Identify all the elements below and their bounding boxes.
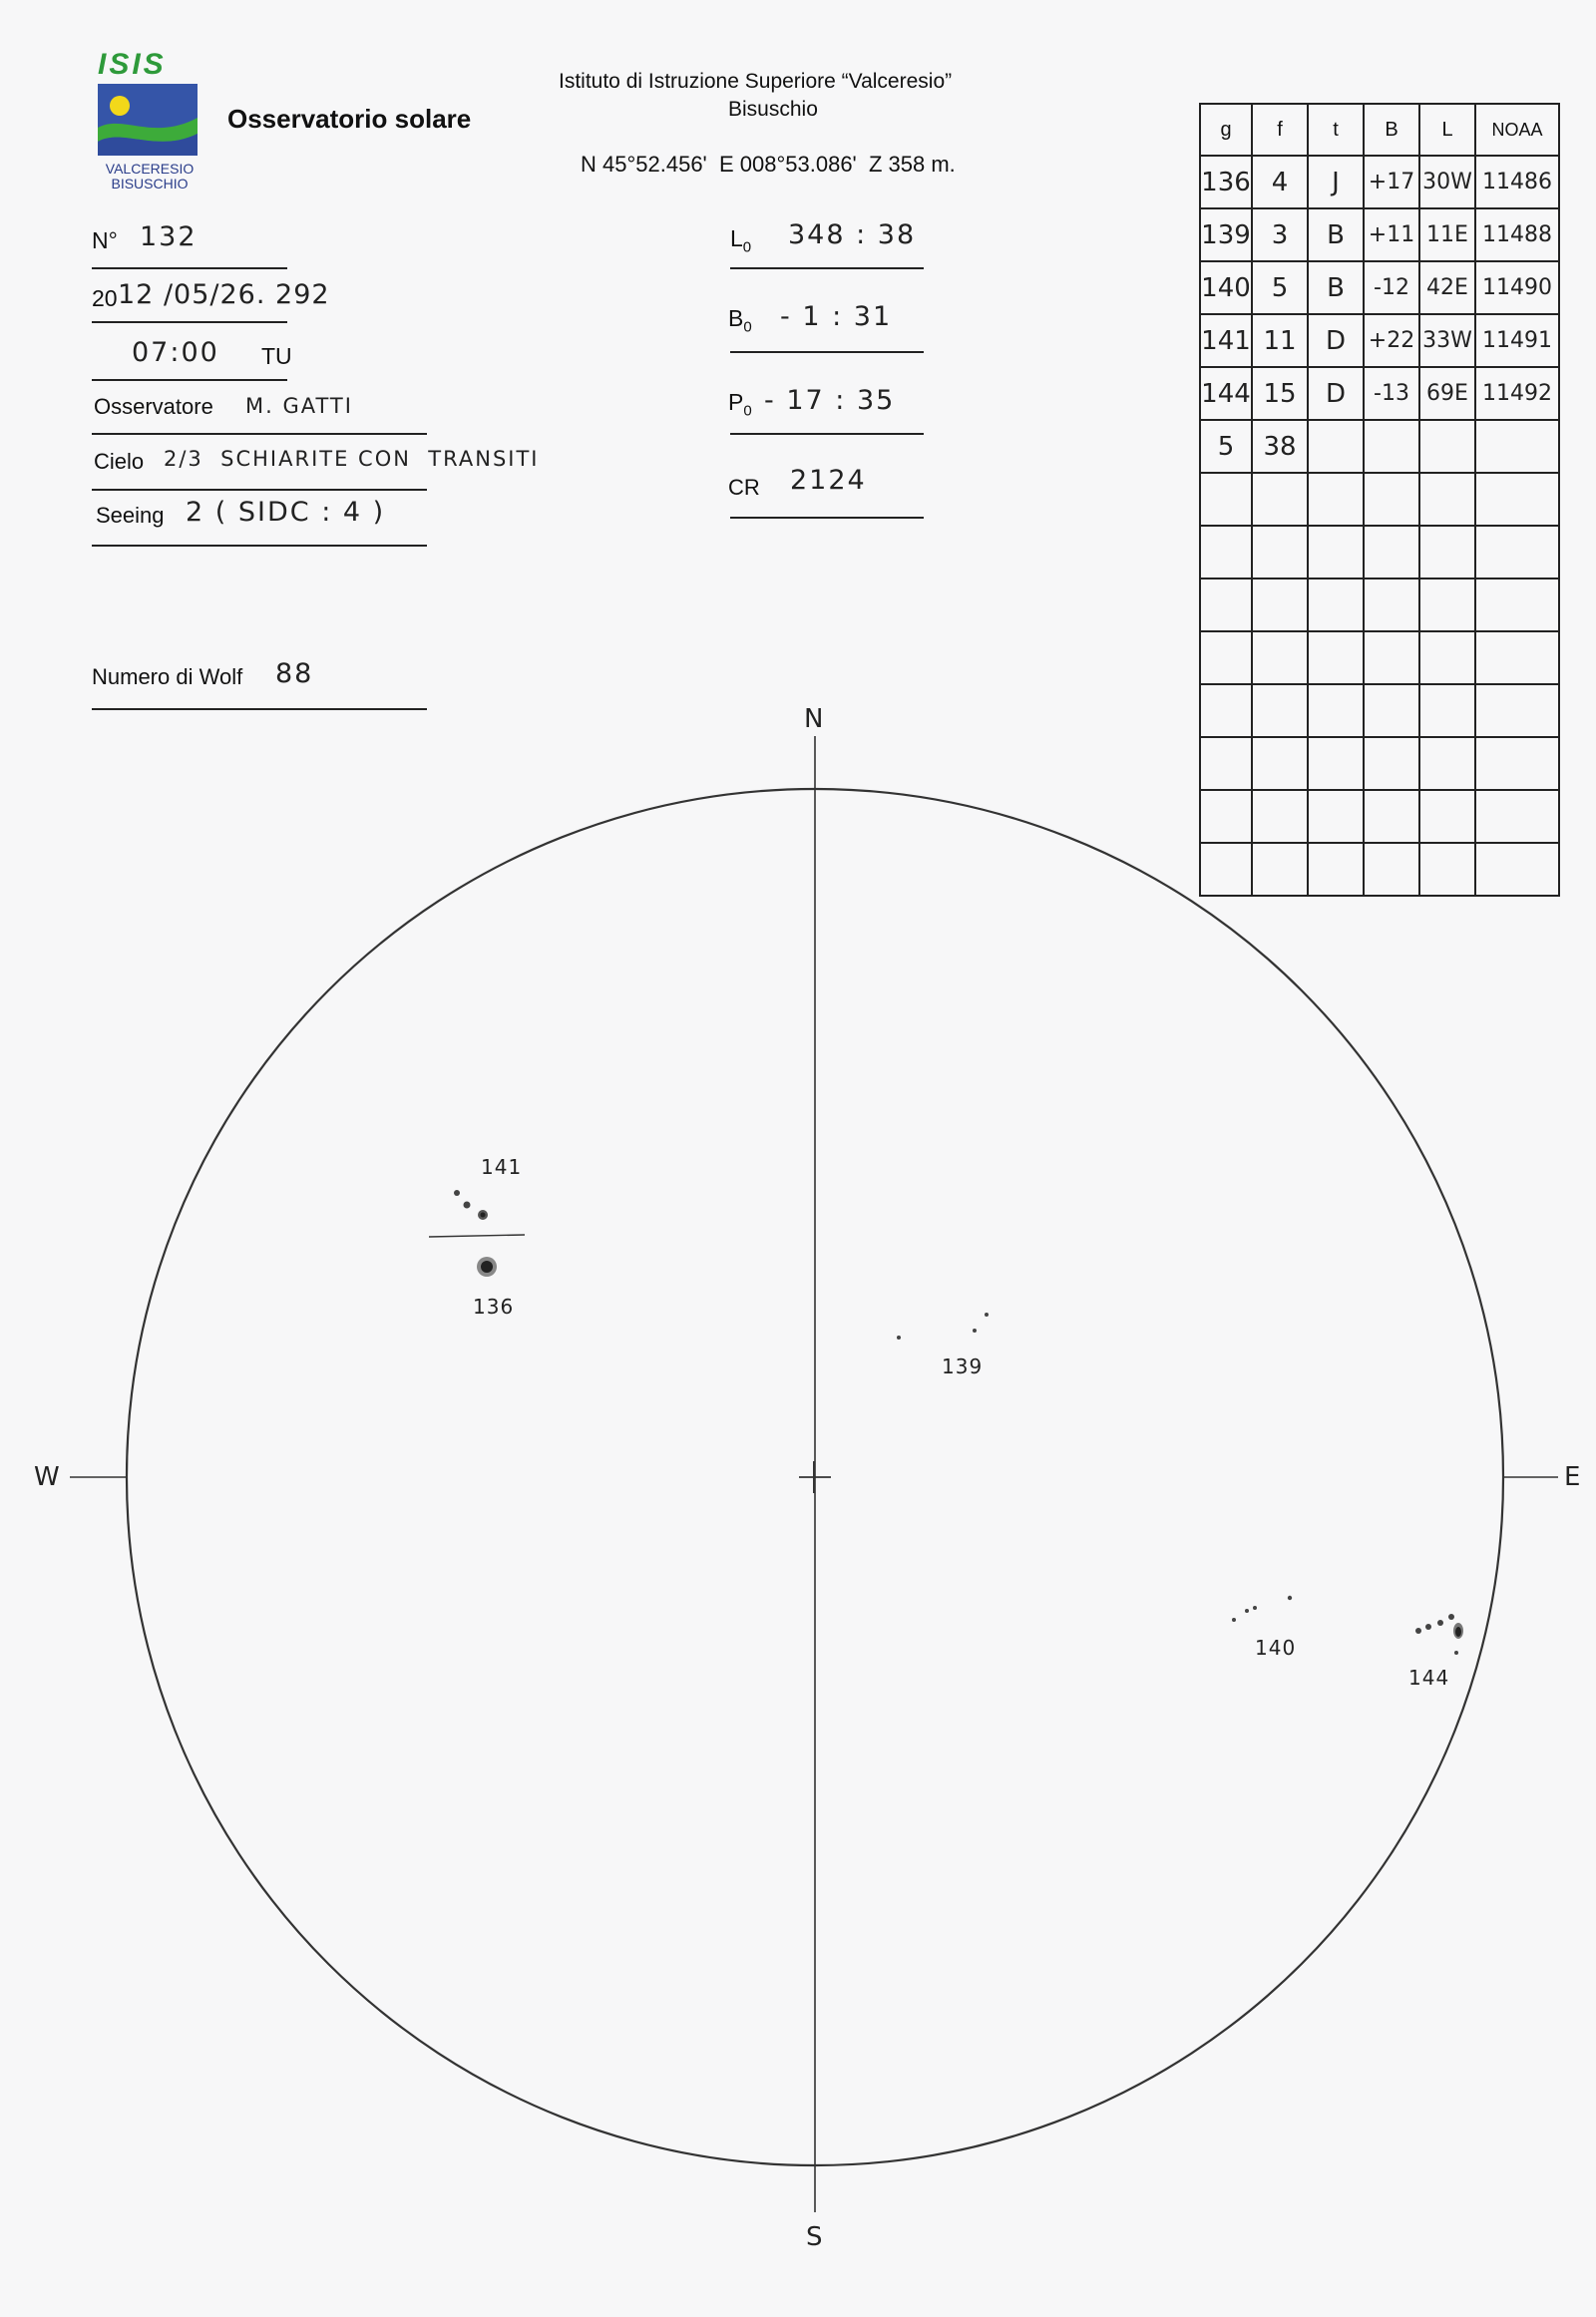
center-cross-v [813,1461,815,1493]
header-cell-b: B [1364,104,1419,156]
table-cell: +22 [1364,314,1419,367]
observer-value: M. GATTI [245,394,353,418]
p0-label: $P_0$ [728,389,752,420]
table-cell: 11491 [1475,314,1559,367]
table-cell: 11 [1252,314,1308,367]
sky-value: 2/3 SCHIARITE CON TRANSITI [164,447,540,471]
cr-value: 2124 [790,465,867,496]
table-cell: 136 [1200,156,1252,208]
table-cell: 144 [1200,367,1252,420]
date-value: 12 /05/26. 292 [118,279,330,310]
table-cell: 11490 [1475,261,1559,314]
group-label-141: 141 [481,1155,523,1179]
table-cell: -12 [1364,261,1419,314]
group-label-140: 140 [1255,1636,1297,1660]
table-cell: D [1308,367,1364,420]
b0-label: $B_0$ [728,305,752,336]
observer-label: Osservatore [94,394,213,419]
table-cell: 11492 [1475,367,1559,420]
table-cell: 139 [1200,208,1252,261]
group-label-136: 136 [473,1295,515,1319]
table-cell: 38 [1252,420,1308,473]
date-prefix: 20 [92,285,118,311]
spots-group-139 [897,1313,989,1340]
number-value: 132 [140,221,198,252]
observatory-title: Osservatorio solare [227,104,472,134]
spots-group-140 [1232,1596,1292,1622]
header-cell-f: f [1252,104,1308,156]
seeing-value: 2 ( SIDC : 4 ) [186,497,386,528]
l0-label: $L_0$ [730,225,752,256]
table-cell: 11E [1419,208,1475,261]
spots-group-136 [477,1257,497,1277]
logo-caption: VALCERESIO BISUSCHIO [105,161,195,192]
equator-mark-141 [429,1235,525,1237]
institute-name: Istituto di Istruzione Superiore “Valceresio” [559,70,953,93]
table-cell: J [1308,156,1364,208]
time-value: 07:00 [132,337,219,368]
coordinates: N 45°52.456' E 008°53.086' Z 358 m. [581,152,956,177]
group-label-144: 144 [1408,1666,1450,1690]
table-cell: 5 [1252,261,1308,314]
table-cell: 33W [1419,314,1475,367]
cr-label: CR [728,475,760,500]
table-cell: 69E [1419,367,1475,420]
header-cell-t: t [1308,104,1364,156]
table-cell: 141 [1200,314,1252,367]
header-cell-noaa: NOAA [1475,104,1559,156]
header-cell-g: g [1200,104,1252,156]
table-cell: 3 [1252,208,1308,261]
spots-group-144 [1415,1614,1463,1655]
table-cell: B [1308,208,1364,261]
institute-town: Bisuschio [728,98,818,121]
wolf-value: 88 [275,658,314,689]
table-cell: D [1308,314,1364,367]
direction-west: W [34,1462,60,1492]
table-cell: B [1308,261,1364,314]
l0-value: 348 : 38 [788,219,917,250]
table-cell: 11488 [1475,208,1559,261]
time-unit: TU [261,343,292,369]
table-cell: 15 [1252,367,1308,420]
table-cell: +11 [1364,208,1419,261]
table-cell: 5 [1200,420,1252,473]
sky-label: Cielo [94,449,145,474]
direction-south: S [806,2222,823,2252]
table-cell: 140 [1200,261,1252,314]
spots-group-141 [454,1190,488,1220]
direction-north: N [804,704,824,734]
number-label: N° [92,227,118,253]
table-cell: 42E [1419,261,1475,314]
seeing-label: Seeing [96,503,165,528]
table-cell: +17 [1364,156,1419,208]
table-cell: 30W [1419,156,1475,208]
group-label-139: 139 [942,1354,984,1378]
direction-east: E [1564,1462,1581,1492]
table-cell: 11486 [1475,156,1559,208]
b0-value: - 1 : 31 [780,301,893,332]
wolf-label: Numero di Wolf [92,664,243,689]
table-cell: -13 [1364,367,1419,420]
logo-text: ISIS [98,48,167,81]
header-cell-l: L [1419,104,1475,156]
table-cell: 4 [1252,156,1308,208]
p0-value: - 17 : 35 [764,385,896,416]
